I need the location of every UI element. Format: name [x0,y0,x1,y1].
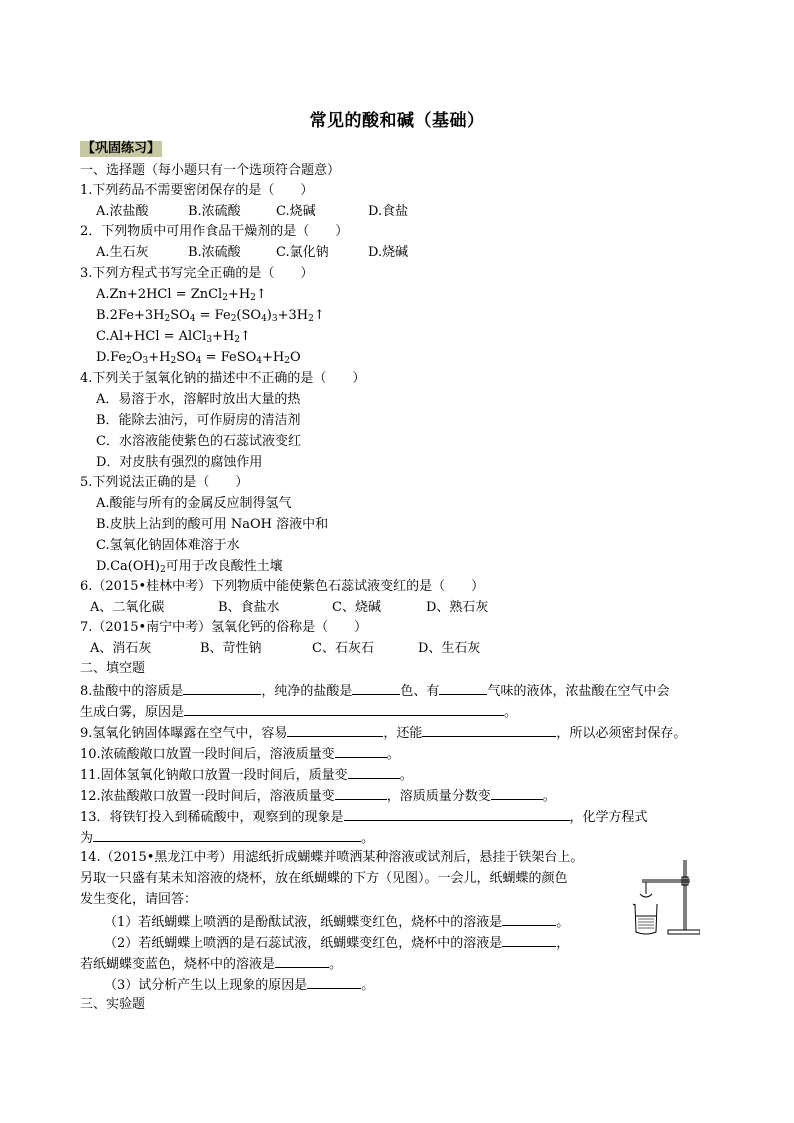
question-1-stem: 1.下列药品不需要密闭保存的是（ ） [80,183,314,198]
question-2-option-c: C.氯化钠 [276,245,329,260]
question-6-option-c: C、烧碱 [332,600,381,615]
question-5-option-a: A.酸能与所有的金属反应制得氢气 [96,496,292,511]
question-1-option-c: C.烧碱 [276,204,316,219]
question-14-line-2: 另取一只盛有某未知溶液的烧杯，放在纸蝴蝶的下方（见图）。一会儿，纸蝴蝶的颜色 [80,871,568,886]
section-tag: 【巩固练习】 [82,141,161,156]
answer-blank[interactable] [183,681,261,695]
question-1-option-d: D.食盐 [368,204,409,219]
question-4-option-a: A．易溶于水，溶解时放出大量的热 [96,392,301,407]
section-heading: 一、选择题（每小题只有一个选项符合题意） [80,163,341,178]
question-7-option-d: D、生石灰 [418,641,481,656]
question-14-sub-2-cont: 若纸蝴蝶变蓝色，烧杯中的溶液是 。 [80,954,342,974]
answer-blank[interactable] [335,786,387,800]
question-6-option-d: D、熟石灰 [426,600,489,615]
answer-blank[interactable] [348,765,400,779]
answer-blank[interactable] [502,933,556,947]
answer-blank[interactable] [491,786,543,800]
question-3-option-b: $B.2Fe+3H_2SO_4$ = $Fe_2(SO_4)_3+3H_2↑$ [96,308,325,324]
section-heading: 二、填空题 [80,661,146,676]
question-10: 10.浓硫酸敞口放置一段时间后，溶液质量变 。 [80,744,400,764]
question-4-option-c: C．水溶液能使紫色的石蕊试液变红 [96,434,301,449]
answer-blank[interactable] [422,723,556,737]
question-2-option-a: A.生石灰 [96,245,149,260]
question-7-stem: 7.（2015•南宁中考）氢氧化钙的俗称是（ ） [80,620,368,635]
answer-blank[interactable] [335,744,387,758]
answer-blank[interactable] [93,828,361,842]
page-title: 常见的酸和碱（基础） [309,111,485,131]
question-14-line-1: 14.（2015•黑龙江中考）用滤纸折成蝴蝶并喷洒某种溶液或试剂后，悬挂于铁架台上。 [80,850,584,865]
question-8-line-1: 8.盐酸中的溶质是 ，纯净的盐酸是 色、有 气味的液体，浓盐酸在空气中会 [80,681,669,701]
question-9: 9.氢氧化钠固体曝露在空气中，容易 ，还能 ，所以必须密封保存。 [80,723,686,743]
question-7-option-b: B、苛性钠 [200,641,262,656]
question-3-option-d: $D.Fe_2O_3+H_2SO_4$ = $FeSO_4+H_2O$ [96,350,301,366]
answer-blank[interactable] [275,954,329,968]
iron-stand-beaker-figure [632,858,700,938]
question-4-option-d: D．对皮肤有强烈的腐蚀作用 [96,455,263,470]
question-14-sub-2: （2）若纸蝴蝶上喷洒的是石蕊试液，纸蝴蝶变红色，烧杯中的溶液是 ， [104,933,569,953]
question-1-option-a: A.浓盐酸 [96,204,149,219]
question-5-option-b: B.皮肤上沾到的酸可用 NaOH 溶液中和 [96,517,329,532]
question-6-stem: 6.（2015•桂林中考）下列物质中能使紫色石蕊试液变红的是（ ） [80,579,485,594]
question-5-option-d: $D.Ca(OH)_2$可用于改良酸性土壤 [96,559,283,575]
question-3-option-a: $A.Zn+2HCl = ZnCl_2+H_2↑$ [96,287,267,303]
answer-blank[interactable] [352,681,400,695]
question-14-sub-1: （1）若纸蝴蝶上喷洒的是酚酞试液，纸蝴蝶变红色，烧杯中的溶液是 。 [104,912,569,932]
question-8-line-2: 生成白雾，原因是 。 [80,702,517,722]
question-6-option-a: A、二氧化碳 [90,600,165,615]
question-11: 11.固体氢氧化钠敞口放置一段时间后，质量变 。 [80,765,413,785]
question-13-line-2: 为 。 [80,828,374,848]
question-1-option-b: B.浓硫酸 [188,204,241,219]
question-4-stem: 4.下列关于氢氧化钠的描述中不正确的是（ ） [80,371,366,386]
question-3-stem: 3.下列方程式书写完全正确的是（ ） [80,266,314,281]
answer-blank[interactable] [344,807,570,821]
question-12: 12.浓盐酸敞口放置一段时间后，溶液质量变 ，溶质质量分数变 。 [80,786,556,806]
question-14-sub-3: （3）试分析产生以上现象的原因是 。 [104,975,374,995]
answer-blank[interactable] [184,702,504,716]
question-3-option-c: $C.Al+HCl = AlCl_3+H_2↑$ [96,329,251,345]
question-4-option-b: B．能除去油污，可作厨房的清洁剂 [96,413,301,428]
question-5-stem: 5.下列说法正确的是（ ） [80,475,249,490]
question-13-line-1: 13．将铁钉投入到稀硫酸中，观察到的现象是 ，化学方程式 [80,807,648,827]
question-7-option-c: C、石灰石 [312,641,374,656]
answer-blank[interactable] [307,975,361,989]
answer-blank[interactable] [502,912,556,926]
question-2-stem: 2．下列物质中可用作食品干燥剂的是（ ） [80,224,349,239]
section-heading: 三、实验题 [80,997,146,1012]
question-7-option-a: A、消石灰 [90,641,152,656]
question-6-option-b: B、食盐水 [218,600,280,615]
question-2-option-b: B.浓硫酸 [188,245,241,260]
answer-blank[interactable] [287,723,383,737]
question-2-option-d: D.烧碱 [368,245,409,260]
answer-blank[interactable] [439,681,487,695]
question-5-option-c: C.氢氧化钠固体难溶于水 [96,538,240,553]
question-14-line-3: 发生变化，请回答： [80,892,198,907]
